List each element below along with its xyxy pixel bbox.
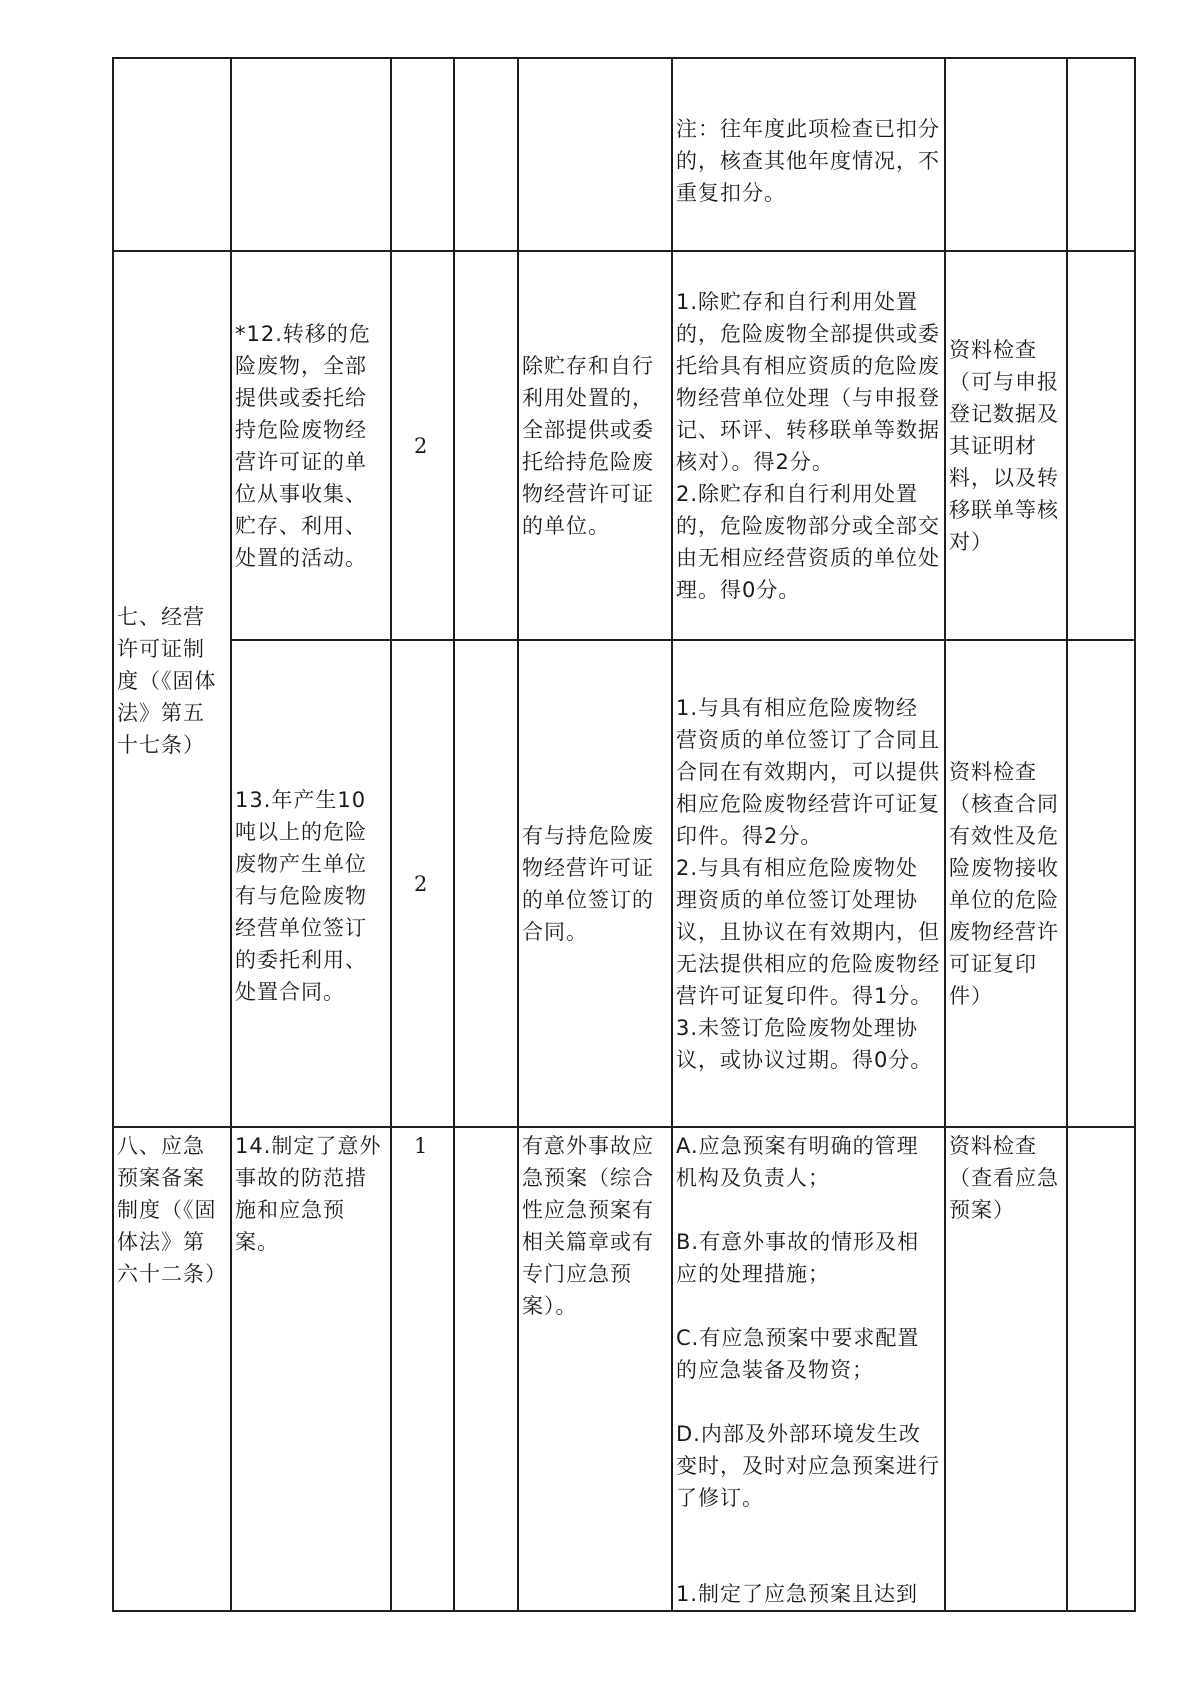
deduction-cell [454, 251, 518, 640]
criteria-item: 3.未签订危险废物处理协议，或协议过期。得0分。 [676, 1015, 933, 1072]
criteria-item: A.应急预案有明确的管理机构及负责人； [676, 1134, 919, 1190]
requirement-cell [518, 251, 672, 640]
criteria-cell [672, 251, 945, 640]
criteria-item: C.有应急预案中要求配置的应急装备及物资； [676, 1326, 920, 1382]
method-cell [945, 251, 1067, 640]
criteria-item: 1.制定了应急预案且达到 [676, 1582, 919, 1606]
requirement-text: 有与持危险废物经营许可证的单位签订的合同。 [522, 823, 654, 944]
remark-cell [1067, 640, 1135, 1127]
method-cell [945, 58, 1067, 251]
criteria-item: 1.除贮存和自行利用处置的，危险废物全部提供或委托给具有相应资质的危险废物经营单位处理（与申报登记、环评、转移联单等数据核对）。得2分。 [676, 289, 940, 474]
inspection-table [112, 57, 1136, 1612]
table-row [113, 58, 1135, 251]
category-cell [113, 251, 231, 1127]
score-cell [391, 58, 454, 251]
criteria-item: 2.除贮存和自行利用处置的，危险废物部分或全部交由无相应经营资质的单位处理。得0分。 [676, 481, 940, 602]
remark-cell [1067, 58, 1135, 251]
requirement-text: 除贮存和自行利用处置的，全部提供或委托给持危险废物经营许可证的单位。 [522, 353, 654, 538]
criteria-cell [672, 640, 945, 1127]
criteria-item: 2.与具有相应危险废物处理资质的单位签订处理协议，且协议在有效期内，但无法提供相应的危险废物经营许可证复印件。得1分。 [676, 855, 940, 1008]
item-cell [231, 251, 391, 640]
score-value: 1 [414, 1134, 429, 1158]
item-cell [231, 640, 391, 1127]
criteria-item: 1.与具有相应危险废物经营资质的单位签订了合同且合同在有效期内，可以提供相应危险废物经营许可证复印件。得2分。 [676, 695, 940, 848]
remark-cell [1067, 251, 1135, 640]
criteria-item: B.有意外事故的情形及相应的处理措施； [676, 1230, 920, 1286]
score-value: 2 [414, 871, 429, 896]
criteria-cell [672, 1127, 945, 1611]
category-label: 七、经营许可证制度（《固体法》第五十七条） [117, 605, 217, 757]
method-cell [945, 1127, 1067, 1611]
item-cell [231, 58, 391, 251]
table-row [113, 251, 1135, 640]
method-cell [945, 640, 1067, 1127]
method-text: 资料检查（查看应急预案） [949, 1134, 1059, 1222]
requirement-text: 有意外事故应急预案（综合性应急预案有相关篇章或有专门应急预案）。 [522, 1134, 654, 1318]
deduction-cell [454, 1127, 518, 1611]
score-cell [391, 251, 454, 640]
method-text: 资料检查（核查合同有效性及危险废物接收单位的危险废物经营许可证复印件） [949, 759, 1059, 1008]
score-cell [391, 1127, 454, 1611]
score-cell [391, 640, 454, 1127]
criteria-cell [672, 58, 945, 251]
category-cell [113, 58, 231, 251]
score-value: 2 [414, 433, 429, 458]
item-text: *12.转移的危险废物，全部提供或委托给持危险废物经营许可证的单位从事收集、贮存、利用、处置的活动。 [235, 321, 371, 570]
requirement-cell [518, 58, 672, 251]
category-label: 八、应急预案备案制度（《固体法》第六十二条） [117, 1134, 227, 1286]
criteria-item: D.内部及外部环境发生改变时，及时对应急预案进行了修订。 [676, 1422, 940, 1510]
category-cell [113, 1127, 231, 1611]
requirement-cell [518, 640, 672, 1127]
requirement-cell [518, 1127, 672, 1611]
method-text: 资料检查（可与申报登记数据及其证明材料，以及转移联单等核对） [949, 337, 1059, 554]
deduction-cell [454, 58, 518, 251]
item-text: 14.制定了意外事故的防范措施和应急预案。 [235, 1134, 382, 1254]
item-cell [231, 1127, 391, 1611]
item-text: 13.年产生10吨以上的危险废物产生单位有与危险废物经营单位签订的委托利用、处置合同。 [235, 787, 367, 1004]
table-row [113, 640, 1135, 1127]
deduction-cell [454, 640, 518, 1127]
table-row [113, 1127, 1135, 1611]
remark-cell [1067, 1127, 1135, 1611]
criteria-note: 注：往年度此项检查已扣分的，核查其他年度情况，不重复扣分。 [676, 116, 940, 205]
